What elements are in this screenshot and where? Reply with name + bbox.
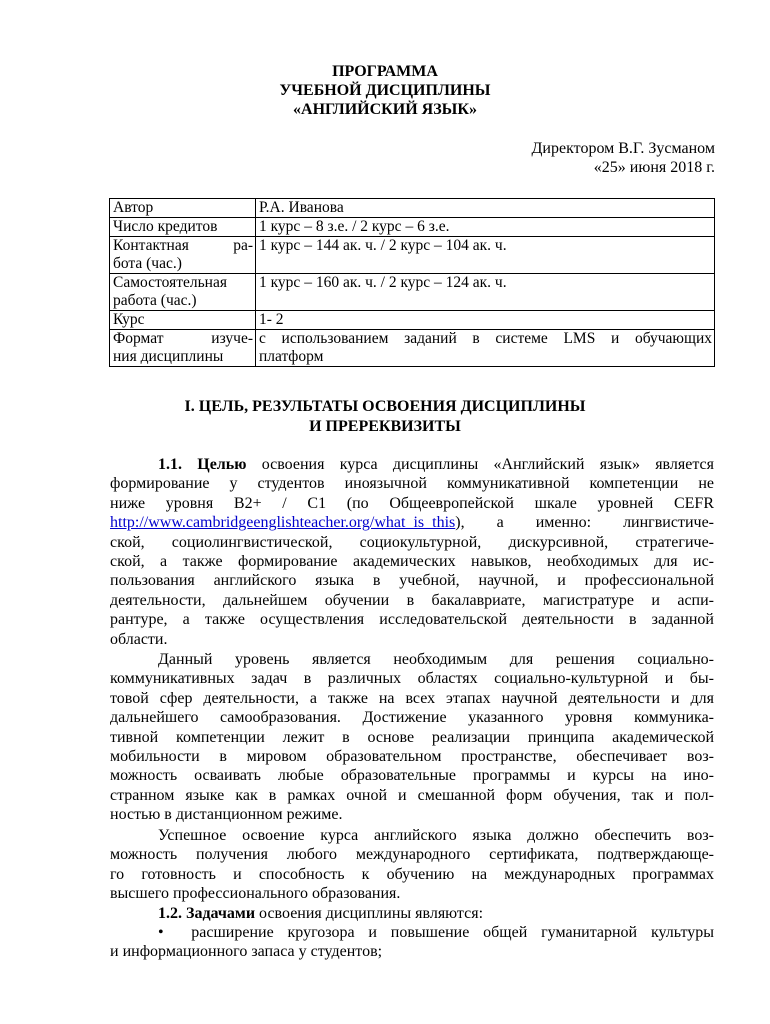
text-run: освоения дисциплины являются: — [255, 904, 484, 922]
text-line: го готовность и способность к обучению на международных программах — [110, 865, 714, 883]
text-line — [110, 513, 714, 532]
text-line: ской, социолингвистической, социокультурной, дискурсивной, стратегиче- — [110, 533, 714, 551]
table-value: 1 курс – 8 з.е. / 2 курс – 6 з.е. — [256, 218, 715, 237]
table-key: Автор — [110, 199, 256, 218]
text-line: дальнейшего самообразования. Достижение указанного уровня коммуника- — [110, 709, 714, 727]
text-line: Данный уровень является необходимым для решения социально- — [158, 651, 714, 668]
table-value: 1- 2 — [256, 311, 715, 330]
table-key-line: работа (час.) — [113, 292, 197, 309]
table-value: Р.А. Иванова — [256, 199, 715, 218]
section-heading — [0, 397, 770, 437]
text-run: расширение кругозора и повышение общей гуманитарной культуры — [191, 923, 714, 941]
text-run: ), а именно: лингвистиче- — [455, 514, 714, 532]
text-line: области. — [110, 630, 168, 648]
approval-block — [532, 139, 715, 177]
table-key-line: ния дисциплины — [113, 348, 224, 365]
table-key — [110, 330, 256, 367]
text-line: Успешное освоение курса английского языка должно обеспечить воз- — [158, 827, 714, 844]
table-key — [110, 274, 256, 311]
text-line: деятельности, дальнейшем обучении в бакалавриате, магистратуре и аспи- — [110, 591, 714, 609]
section-heading-line: I. ЦЕЛЬ, РЕЗУЛЬТАТЫ ОСВОЕНИЯ ДИСЦИПЛИНЫ — [184, 398, 586, 415]
text-line — [110, 904, 714, 923]
table-key-line: Контактная ра- — [113, 237, 253, 254]
text-line: ской, а также формирование академических навыков, необходимых для ис- — [110, 552, 714, 570]
cefr-link[interactable]: http://www.cambridgeenglishteacher.org/what_is_this — [110, 514, 456, 532]
text-line: тивной компетенции лежит в основе реализации принципа академической — [110, 728, 714, 746]
table-key-line: Самостоятельная — [113, 274, 227, 291]
title-line: УЧЕБНОЙ ДИСЦИПЛИНЫ — [279, 82, 491, 99]
text-line: мобильности в мировом образовательном пространстве, обеспечивает воз- — [110, 747, 714, 765]
text-line: ниже уровня B2+ / C1 (по Общеевропейской шкале уровней CEFR — [110, 494, 714, 512]
table-row — [110, 274, 715, 311]
table-row — [110, 218, 715, 237]
text-line: и информационного запаса у студентов; — [110, 943, 383, 961]
text-line: можность получения любого международного сертификата, подтверждающе- — [110, 846, 714, 864]
table-row — [110, 237, 715, 274]
table-value-line: с использованием заданий в системе LMS и обучающих — [259, 330, 712, 347]
text-line: рантуре, а также осуществления исследовательской деятельности в заданной — [110, 611, 714, 629]
table-value: 1 курс – 144 ак. ч. / 2 курс – 104 ак. ч. — [256, 237, 715, 274]
paragraph-goal — [110, 455, 714, 649]
table-value — [256, 330, 715, 367]
text-line — [110, 455, 714, 474]
text-line: высшего профессионального образования. — [110, 885, 401, 903]
table-row — [110, 330, 715, 367]
text-line: странном языке как в рамках очной и смешанной форм обучения, так и пол- — [110, 786, 714, 804]
info-table — [109, 198, 715, 367]
table-key-line: Формат изуче- — [113, 330, 253, 347]
table-row — [110, 311, 715, 330]
approval-line: Директором В.Г. Зусманом — [531, 140, 715, 157]
title-line: «АНГЛИЙСКИЙ ЯЗЫК» — [293, 101, 477, 118]
text-run: освоения курса дисциплины «Английский язык» является — [246, 456, 714, 473]
text-line: товой сфер деятельности, а также на всех этапах научной деятельности и для — [110, 689, 714, 707]
table-key: Курс — [110, 311, 256, 330]
text-line: пользования английского языка в учебной, научной, и профессиональной — [110, 572, 714, 590]
text-line: формирование у студентов иноязычной коммуникативной компетенции не — [110, 475, 714, 493]
table-key — [110, 237, 256, 274]
goal-lead: 1.1. Целью — [158, 456, 247, 473]
table-key: Число кредитов — [110, 218, 256, 237]
text-line: коммуникативных задач в различных областях социально-культурной и бы- — [110, 670, 714, 688]
table-key-line: бота (час.) — [113, 255, 182, 272]
paragraph-success — [110, 826, 714, 962]
title-line: ПРОГРАММА — [332, 63, 438, 80]
list-item — [110, 923, 714, 942]
text-line: можность осваивать любые образовательные программы и курсы на ино- — [110, 767, 714, 785]
paragraph-level — [110, 650, 714, 825]
approval-date: «25» июня 2018 г. — [593, 159, 715, 176]
table-value: 1 курс – 160 ак. ч. / 2 курс – 124 ак. ч. — [256, 274, 715, 311]
table-value-line: платформ — [259, 348, 324, 365]
bullet-icon: • — [158, 923, 164, 941]
tasks-lead: 1.2. Задачами — [158, 904, 256, 922]
text-line: ностью в дистанционном режиме. — [110, 806, 343, 824]
section-heading-line: И ПРЕРЕКВИЗИТЫ — [309, 418, 461, 435]
table-row — [110, 199, 715, 218]
document-title — [0, 62, 770, 119]
